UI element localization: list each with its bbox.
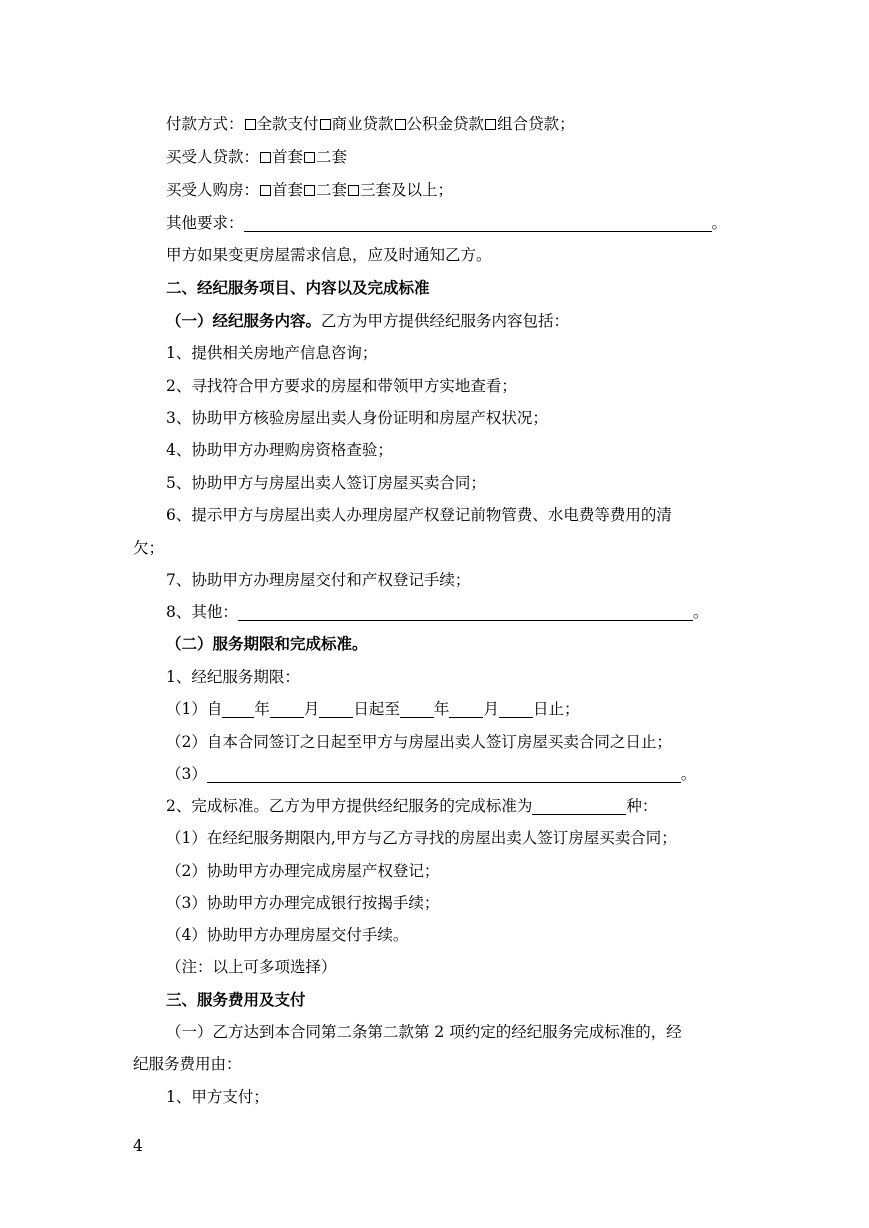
list-item: 2、寻找符合甲方要求的房屋和带领甲方实地查看；: [166, 377, 517, 395]
section-2-title: 二、经纪服务项目、内容以及完成标准: [166, 278, 430, 297]
standard-option: （1）在经纪服务期限内,甲方与乙方寻找的房屋出卖人签订房屋买卖合同；: [166, 829, 677, 847]
period-option-2: （2）自本合同签订之日起至甲方与房屋出卖人签订房屋买卖合同之日止；: [166, 733, 672, 751]
payment-method-line: 付款方式： 全款支付 商业贷款 公积金贷款 组合贷款；: [166, 115, 575, 133]
change-notice: 甲方如果变更房屋需求信息，应及时通知乙方。: [166, 246, 492, 264]
multi-select-note: （注：以上可多项选择）: [166, 958, 337, 976]
end-day-blank[interactable]: [499, 701, 533, 718]
end-year-blank[interactable]: [400, 701, 434, 718]
fee-paragraph-continuation: 纪服务费用由：: [133, 1055, 242, 1073]
period-option-1: （1）自 年 月 日起至 年 月 日止；: [166, 700, 580, 718]
checkbox-commercial-loan[interactable]: [320, 119, 331, 130]
checkbox-provident-fund-loan[interactable]: [395, 119, 406, 130]
checkbox-purchase-second[interactable]: [304, 185, 315, 196]
buyer-loan-line: 买受人贷款： 首套 二套: [166, 148, 348, 166]
fee-paragraph: （一）乙方达到本合同第二条第二款第 2 项约定的经纪服务完成标准的，经: [166, 1023, 682, 1041]
list-item: 4、协助甲方办理购房资格查验；: [166, 441, 393, 459]
checkbox-loan-first[interactable]: [260, 152, 271, 163]
page-number: 4: [133, 1137, 143, 1155]
start-year-blank[interactable]: [222, 701, 254, 718]
list-item: 1、甲方支付；: [166, 1088, 269, 1106]
end-month-blank[interactable]: [449, 701, 483, 718]
list-item-other: 8、其他： 。: [166, 603, 709, 621]
list-item: 5、协助甲方与房屋出卖人签订房屋买卖合同；: [166, 474, 486, 492]
subsection-period-standard: （二）服务期限和完成标准。: [166, 634, 368, 653]
checkbox-combined-loan[interactable]: [485, 119, 496, 130]
list-item: 6、提示甲方与房屋出卖人办理房屋产权登记前物管费、水电费等费用的清: [166, 506, 672, 524]
period-option-3: （3） 。: [166, 765, 697, 783]
standard-option: （2）协助甲方办理完成房屋产权登记；: [166, 862, 440, 880]
checkbox-full-payment[interactable]: [245, 119, 256, 130]
completion-standard-line: 2、完成标准。乙方为甲方提供经纪服务的完成标准为 种：: [166, 797, 658, 815]
start-month-blank[interactable]: [270, 701, 304, 718]
service-period-title: 1、经纪服务期限：: [166, 668, 300, 686]
standard-option: （3）协助甲方办理完成银行按揭手续；: [166, 894, 440, 912]
list-item: 3、协助甲方核验房屋出卖人身份证明和房屋产权状况；: [166, 409, 548, 427]
other-service-blank[interactable]: [238, 604, 693, 621]
subsection-service-content: （一）经纪服务内容。乙方为甲方提供经纪服务内容包括：: [166, 311, 570, 330]
other-requirements-blank[interactable]: [244, 215, 712, 232]
other-requirements-line: 其他要求： 。: [166, 214, 728, 232]
checkbox-loan-second[interactable]: [304, 152, 315, 163]
buyer-purchase-line: 买受人购房： 首套 二套 三套及以上；: [166, 181, 454, 199]
checkbox-purchase-first[interactable]: [260, 185, 271, 196]
section-3-title: 三、服务费用及支付: [166, 990, 306, 1009]
standard-count-blank[interactable]: [532, 798, 626, 815]
start-day-blank[interactable]: [319, 701, 353, 718]
period-other-blank[interactable]: [207, 766, 681, 783]
list-item-continuation: 欠；: [133, 539, 165, 557]
standard-option: （4）协助甲方办理房屋交付手续。: [166, 926, 409, 944]
list-item: 1、提供相关房地产信息咨询；: [166, 344, 378, 362]
checkbox-purchase-third[interactable]: [348, 185, 359, 196]
list-item: 7、协助甲方办理房屋交付和产权登记手续；: [166, 571, 471, 589]
